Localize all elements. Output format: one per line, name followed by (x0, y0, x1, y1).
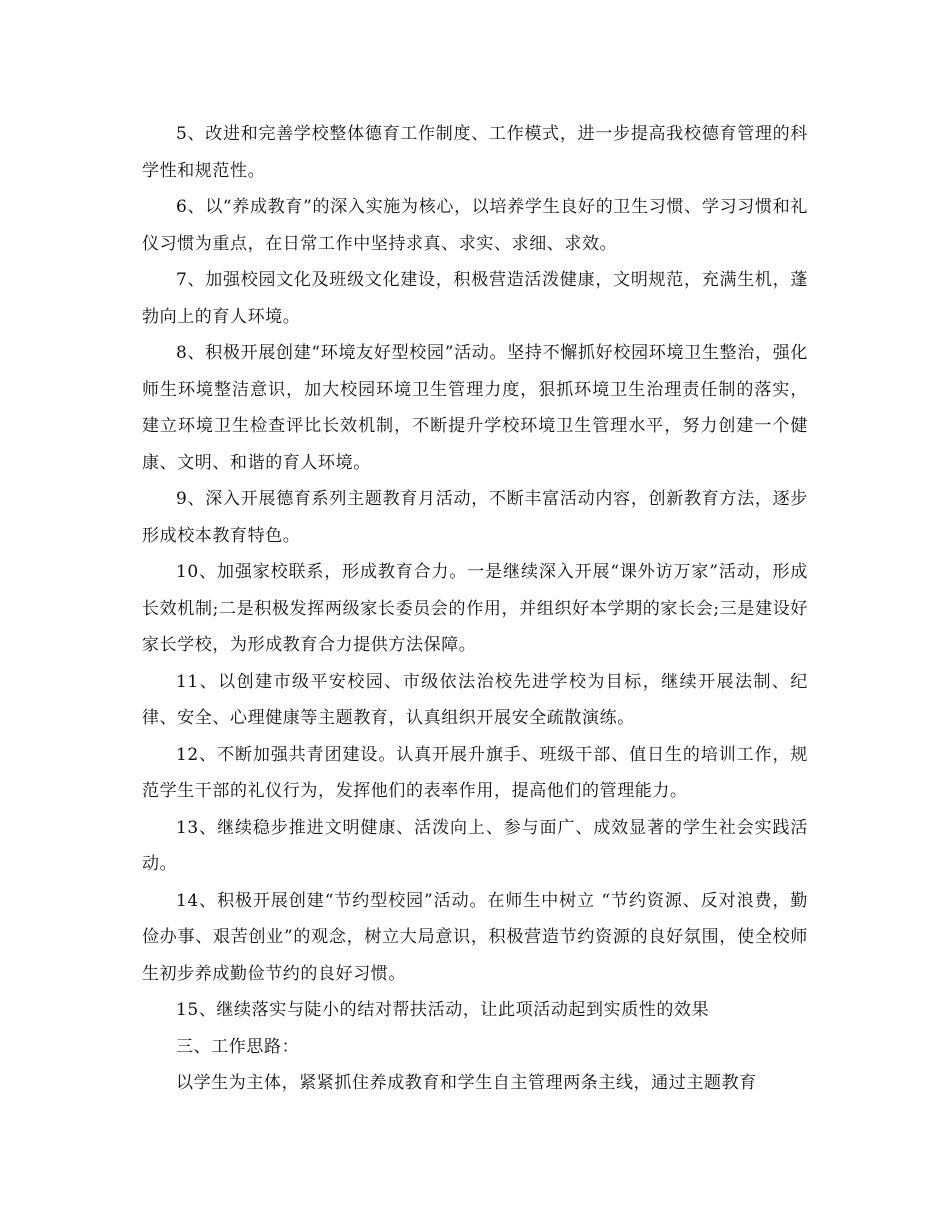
paragraph-work-approach: 以学生为主体，紧紧抓住养成教育和学生自主管理两条主线，通过主题教育 (176, 1073, 757, 1093)
paragraph-item-11: 11、以创建市级平安校园、市级依法治校先进学校为目标，继续开展法制、纪律、安全、心理健康等主题教育，认真组织开展安全疏散演练。 (142, 671, 808, 728)
paragraph-item-6: 6、以“养成教育”的深入实施为核心，以培养学生良好的卫生习惯、学习习惯和礼仪习惯为重点，在日常工作中坚持求真、求实、求细、求效。 (142, 197, 808, 254)
paragraph-item-7: 7、加强校园文化及班级文化建设，积极营造活泼健康，文明规范，充满生机，蓬勃向上的育人环境。 (142, 270, 808, 327)
paragraph-item-9: 9、深入开展德育系列主题教育月活动，不断丰富活动内容，创新教育方法，逐步形成校本教育特色。 (142, 489, 808, 546)
section-heading-work-approach: 三、工作思路： (176, 1036, 300, 1057)
paragraph-item-15: 15、继续落实与陡小的结对帮扶活动，让此项活动起到实质性的效果 (176, 1000, 710, 1020)
paragraph-item-13: 13、继续稳步推进文明健康、活泼向上、参与面广、成效显著的学生社会实践活动。 (142, 817, 808, 874)
paragraph-item-8: 8、积极开展创建“环境友好型校园”活动。坚持不懈抓好校园环境卫生整治，强化师生环境整洁意识，加大校园环境卫生管理力度，狠抓环境卫生治理责任制的落实，建立环境卫生检查评比长效机制，不断提升学校环境卫生管理水平，努力创建一个健康、文明、和谐的育人环境。 (142, 343, 808, 473)
paragraph-item-5: 5、改进和完善学校整体德育工作制度、工作模式，进一步提高我校德育管理的科学性和规范性。 (142, 124, 808, 181)
paragraph-item-10: 10、加强家校联系，形成教育合力。一是继续深入开展“课外访万家”活动，形成长效机制;二是积极发挥两级家长委员会的作用，并组织好本学期的家长会;三是建设好家长学校，为形成教育合力提供方法保障。 (142, 562, 808, 655)
paragraph-item-14: 14、积极开展创建“节约型校园”活动。在师生中树立 “节约资源、反对浪费，勤俭办事、艰苦创业”的观念，树立大局意识，积极营造节约资源的良好氛围，使全校师生初步养成勤俭节约的良好习惯。 (142, 890, 808, 984)
paragraph-item-12: 12、不断加强共青团建设。认真开展升旗手、班级干部、值日生的培训工作，规范学生干部的礼仪行为，发挥他们的表率作用，提高他们的管理能力。 (142, 744, 808, 801)
document-body (142, 116, 808, 1102)
